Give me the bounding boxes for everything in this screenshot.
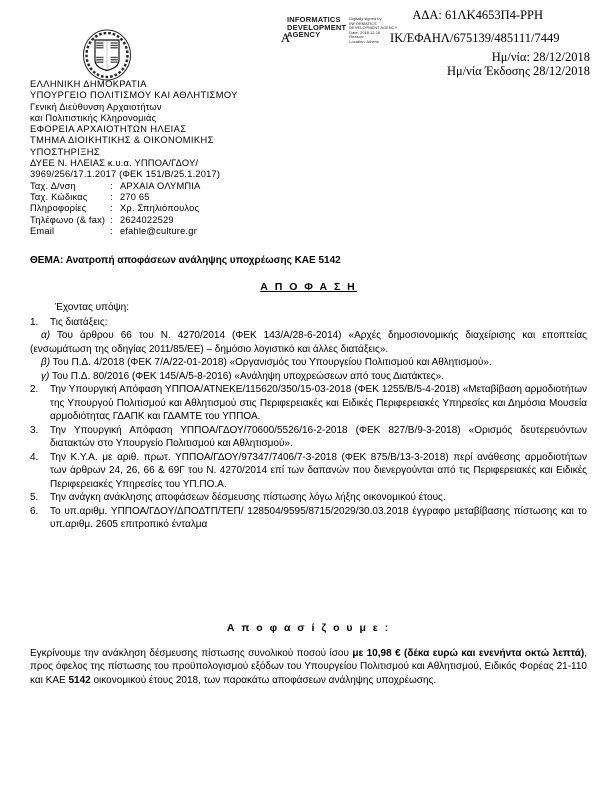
contact-colon: : [110,203,113,214]
date-line: Ημ/νία: 28/12/2018 [491,50,590,64]
stamp-agency-line: DEVELOPMENT [287,22,347,32]
org-line-directorate2: και Πολιτιστικής Κληρονομιάς [30,112,157,123]
decision-heading: Α Π Ο Φ Α Σ Η [260,280,357,293]
contact-email-value: efahle@culture.gr [120,225,197,236]
list-item-text: Την ανάγκη ανάκλησης αποφάσεων δέσμευσης πίστωσης λόγω λήξης οικονομικού έτους. [50,492,446,503]
verdict-part-kae: 5142 [68,674,91,686]
signature-details-text [349,16,397,45]
list-item-number: 6. [30,505,39,517]
contact-label: Πληροφορίες [30,203,87,214]
contact-colon: : [110,214,113,225]
document-body [30,254,587,532]
org-line-republic: ΕΛΛΗΝΙΚΗ ΔΗΜΟΚΡΑΤΙΑ [30,79,147,89]
list-item-number: 3. [30,424,39,436]
verdict-heading: Α π ο φ α σ ί ζ ο υ μ ε : [226,622,391,634]
issue-date-line: Ημ/νία Έκδοσης 28/12/2018 [446,64,590,78]
sub-item-c [30,370,587,384]
contact-value: 2624022529 [120,214,174,225]
list-item-number: 5. [30,492,39,503]
subject-label: ΘΕΜΑ: [30,255,64,266]
sub-item-a [30,329,587,356]
org-line-ministry: ΥΠΟΥΡΓΕΙΟ ΠΟΛΙΤΙΣΜΟΥ ΚΑΙ ΑΘΛΗΤΙΣΜΟΥ [30,90,238,101]
contact-value: 270 65 [120,191,150,202]
sub-item-text: Του Π.Δ. 4/2018 (ΦΕΚ 7/Α/22-01-2018) «Οργανισμός του Υπουργείου Πολιτισμού και Αθλητισμού». [52,357,492,368]
signature-detail-line: Location: Athens [349,38,379,44]
list-item-text: Το υπ.αριθμ. ΥΠΠΟΑ/ΓΔΟΥ/ΔΠΟΔΤΠ/ΤΕΠ/ 128504/9595/8715/2029/30.03.2018 έγγραφο μεταβίβασης πίστωσης και το υπ.αριθμ. 2605 επιτροπικό ένταλμα [50,505,587,530]
verdict-part: Εγκρίνουμε την ανάκληση δέσμευσης πίστωσης συνολικού ποσού ίσου [30,647,353,659]
list-item-number: 4. [30,451,39,463]
contact-colon: : [110,180,113,191]
verdict-section [30,622,587,687]
list-item-number: 2. [30,384,39,395]
list-item-text: Τις διατάξεις: [50,316,108,328]
stamp-agency-line: INFORMATICS [287,15,341,24]
digital-signature-stamp [287,16,417,45]
signature-detail-line: Date: 2018.12.28 [349,29,380,35]
subject-text: Ανατροπή αποφάσεων ανάληψης υποχρέωσης ΚΑΕ 5142 [65,255,341,266]
org-line-department: ΤΜΗΜΑ ΔΙΟΙΚΗΤΙΚΗΣ & ΟΙΚΟΝΟΜΙΚΗΣ [30,135,214,146]
verdict-part-amount: με 10,98 € (δέκα ευρώ και ενενήντα οκτώ λεπτά) [352,647,585,659]
contact-label: Email [30,225,55,236]
contact-value: Χρ. Σπηλιόπουλος [120,203,200,214]
contact-label: Ταχ. Δ/νση [30,180,76,191]
sub-item-b [30,356,587,370]
list-item-2 [30,383,587,424]
contact-label: Ταχ. Κώδικας [30,191,88,202]
sub-item-letter: β) [41,357,51,368]
contact-row-email [30,226,238,237]
list-item-number: 1. [30,316,39,328]
list-item-6 [30,505,587,532]
ada-number: ΑΔΑ: 61ΛΚ4653Π4-ΡΡΗ [412,8,543,22]
contact-value: ΑΡΧΑΙΑ ΟΛΥΜΠΙΑ [120,180,201,191]
signature-detail-line: Reason: [349,34,365,40]
sub-item-text: Του άρθρου 66 του Ν. 4270/2014 (ΦΕΚ 143/Α/28-6-2014) «Αρχές δημοσιονομικής διαχείρισης και εποπτείας (ενσωμάτωση της οδηγίας 2011/85/ΕΕ) – δημόσιο λογιστικό και άλλες διατάξεις». [30,330,587,355]
contact-colon: : [110,191,113,202]
org-line-department2: ΥΠΟΣΤΗΡΙΞΗΣ [30,146,100,157]
list-item-5 [30,491,587,505]
list-item-text: Την Κ.Υ.Α. με αριθ. πρωτ. ΥΠΠΟΑ/ΓΔΟΥ/97347/7406/7-3-2018 (ΦΕΚ 875/Β/13-3-2018) περί ανάθεσης αρμοδιοτήτων των άρθρων 24, 26, 66 & 69Γ του Ν. 4270/2014 επί των δαπανών που διενεργούνται από τις Περιφερειακές και Ειδικές Περιφερειακές Υπηρεσίες του ΥΠ.ΠΟ.Α. [50,451,587,490]
verdict-paragraph [30,647,587,688]
contact-row-information [30,203,238,214]
org-line-dyee: ΔΥΕΕ Ν. ΗΛΕΙΑΣ κ.υ.α. ΥΠΠΟΑ/ΓΔΟΥ/ [30,158,199,169]
org-line-fek: 3969/256/17.1.2017 (ΦΕΚ 151/Β/25.1.2017) [30,169,221,180]
contact-row-phone [30,215,238,226]
sub-item-letter: γ) [41,370,50,382]
signature-detail-line: Digitally signed by [349,16,382,21]
list-item-1 [30,316,587,330]
protocol-suffix: ΙΚ/ΕΦΑΗΛ/675139/485111/7449 [390,31,560,45]
org-line-directorate: Γενική Διεύθυνση Αρχαιοτήτων [30,101,162,112]
issuing-authority-block [30,79,238,237]
subject-line [30,254,587,268]
contact-colon: : [110,225,113,236]
contact-row-postcode [30,192,238,203]
protocol-prefix: Α [281,31,291,45]
signature-detail-line: INFORMATICS [349,20,377,26]
org-line-ephorate: ΕΦΟΡΕΙΑ ΑΡΧΑΙΟΤΗΤΩΝ ΗΛΕΙΑΣ [30,124,187,135]
sub-item-text: Του Π.Δ. 80/2016 (ΦΕΚ 145/Α/5-8-2016) «Ανάληψη υποχρεώσεων από τους Διατάκτες». [51,370,444,382]
contact-label: Τηλέφωνο (& fax) [30,214,106,225]
verdict-part: οικονομικού έτους 2018, των παρακάτω αποφάσεων ανάληψης υποχρέωσης. [90,674,437,686]
stamp-agency-line: AGENCY [287,30,321,39]
list-item-text: Την Υπουργική Απόφαση ΥΠΠΟΑ/ΓΔΟΥ/70600/5526/16-2-2018 (ΦΕΚ 827/Β/9-3-2018) «Ορισμός δευτερευόντων διατακτών στο Υπουργείο Πολιτισμού και Αθλητισμού». [50,424,587,449]
contact-row-address [30,181,238,192]
list-item-3 [30,424,587,451]
sub-item-letter: α) [41,330,51,341]
informatics-agency-text [287,16,346,45]
list-item-text: Την Υπουργική Απόφαση ΥΠΠΟΑ/ΑΤΝΕΚΕ/115620/350/15-03-2018 (ΦΕΚ 1255/Β/5-4-2018) «Μεταβίβαση αρμοδιοτήτων της Υπουργού Πολιτισμού και Αθλητισμού στις Περιφερειακές και Ειδικές Περιφερειακές Υπηρεσίες και Δημόσια Μουσεία αρμοδιότητας ΓΔΑΠΚ και ΓΔΑΜΤΕ του ΥΠΠΟΑ. [50,384,587,422]
signature-detail-line: DEVELOPMENT AGENCY [349,25,398,31]
preamble: Έχοντας υπόψη: [55,302,129,313]
verdict-part: , προς όφελος της πίστωσης του προϋπολογισμού εξόδων του Υπουργείου Πολιτισμού και Αθλητισμού, Ειδικός Φορέας 21-110 και ΚΑΕ [30,647,587,686]
list-item-4 [30,451,587,492]
